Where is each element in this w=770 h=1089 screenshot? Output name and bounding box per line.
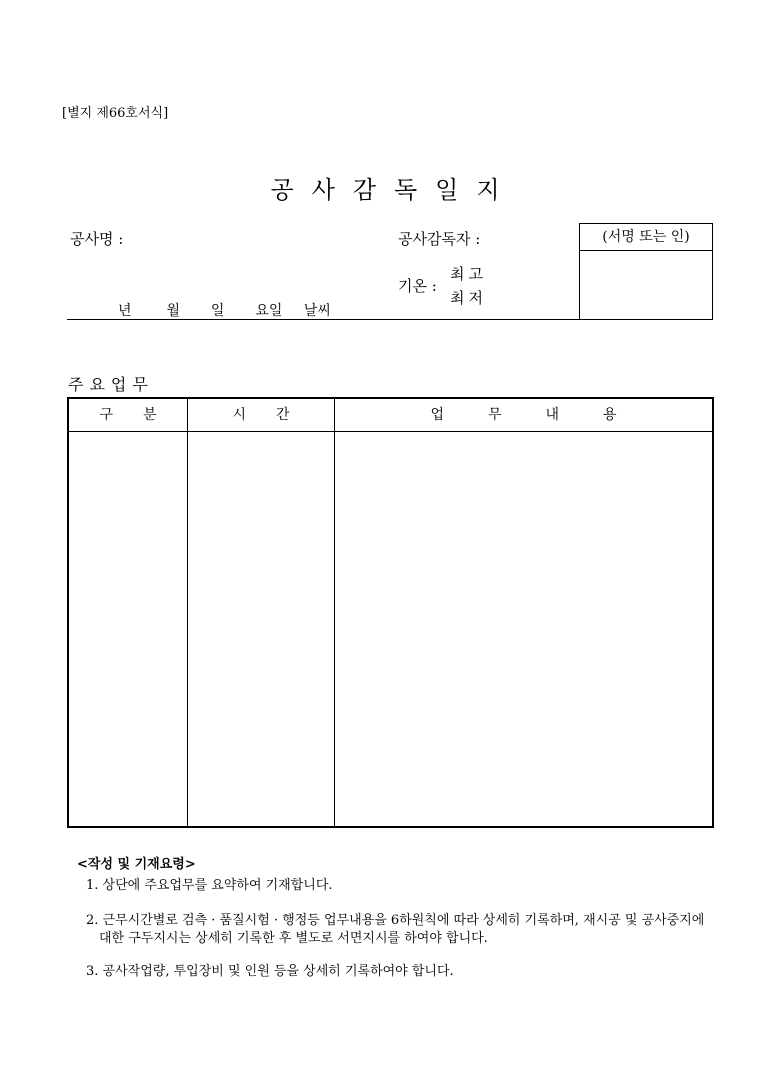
- note-item: 3. 공사작업량, 투입장비 및 인원 등을 상세히 기록하여야 합니다.: [86, 964, 454, 979]
- task-content-cell[interactable]: [335, 432, 712, 826]
- main-tasks-table: [67, 397, 714, 828]
- project-name-label: 공사명 :: [70, 230, 124, 248]
- signature-label: (서명 또는 인): [580, 224, 712, 251]
- date-month-label: 월: [166, 303, 180, 319]
- temperature-label: 기온 :: [398, 277, 437, 295]
- column-header-time: 시간: [232, 407, 320, 423]
- note-item: 1. 상단에 주요업무를 요약하여 기재합니다.: [86, 878, 333, 893]
- column-header-category: 구분: [99, 407, 187, 423]
- date-weekday-label: 요일: [255, 303, 283, 319]
- time-cell[interactable]: [188, 432, 334, 826]
- column-header-task-content: 업무내용: [430, 407, 661, 423]
- signature-box[interactable]: [579, 223, 713, 320]
- form-id: [별지 제66호서식]: [62, 106, 169, 121]
- page-title: 공사감독일지: [270, 176, 518, 204]
- header-bottom-line: [67, 319, 580, 320]
- date-line: [118, 300, 331, 320]
- temperature-low-label: 최저: [450, 289, 487, 307]
- date-day-label: 일: [210, 303, 225, 319]
- main-tasks-title: 주요업무: [68, 375, 154, 394]
- category-cell[interactable]: [69, 432, 187, 826]
- temperature-high-label: 최고: [450, 265, 487, 283]
- notes-heading: <작성 및 기재요령>: [77, 857, 196, 872]
- date-year-label: 년: [118, 303, 132, 319]
- date-weather-label: 날씨: [303, 303, 331, 319]
- supervisor-label: 공사감독자 :: [398, 230, 481, 248]
- note-item: 2. 근무시간별로 검측 · 품질시험 · 행정등 업무내용을 6하원칙에 따라 상세히 기록하며, 재시공 및 공사중지에 대한 구두지시는 상세히 기록한 후 별도로 서면지시를 하여야 합니다.: [86, 913, 705, 946]
